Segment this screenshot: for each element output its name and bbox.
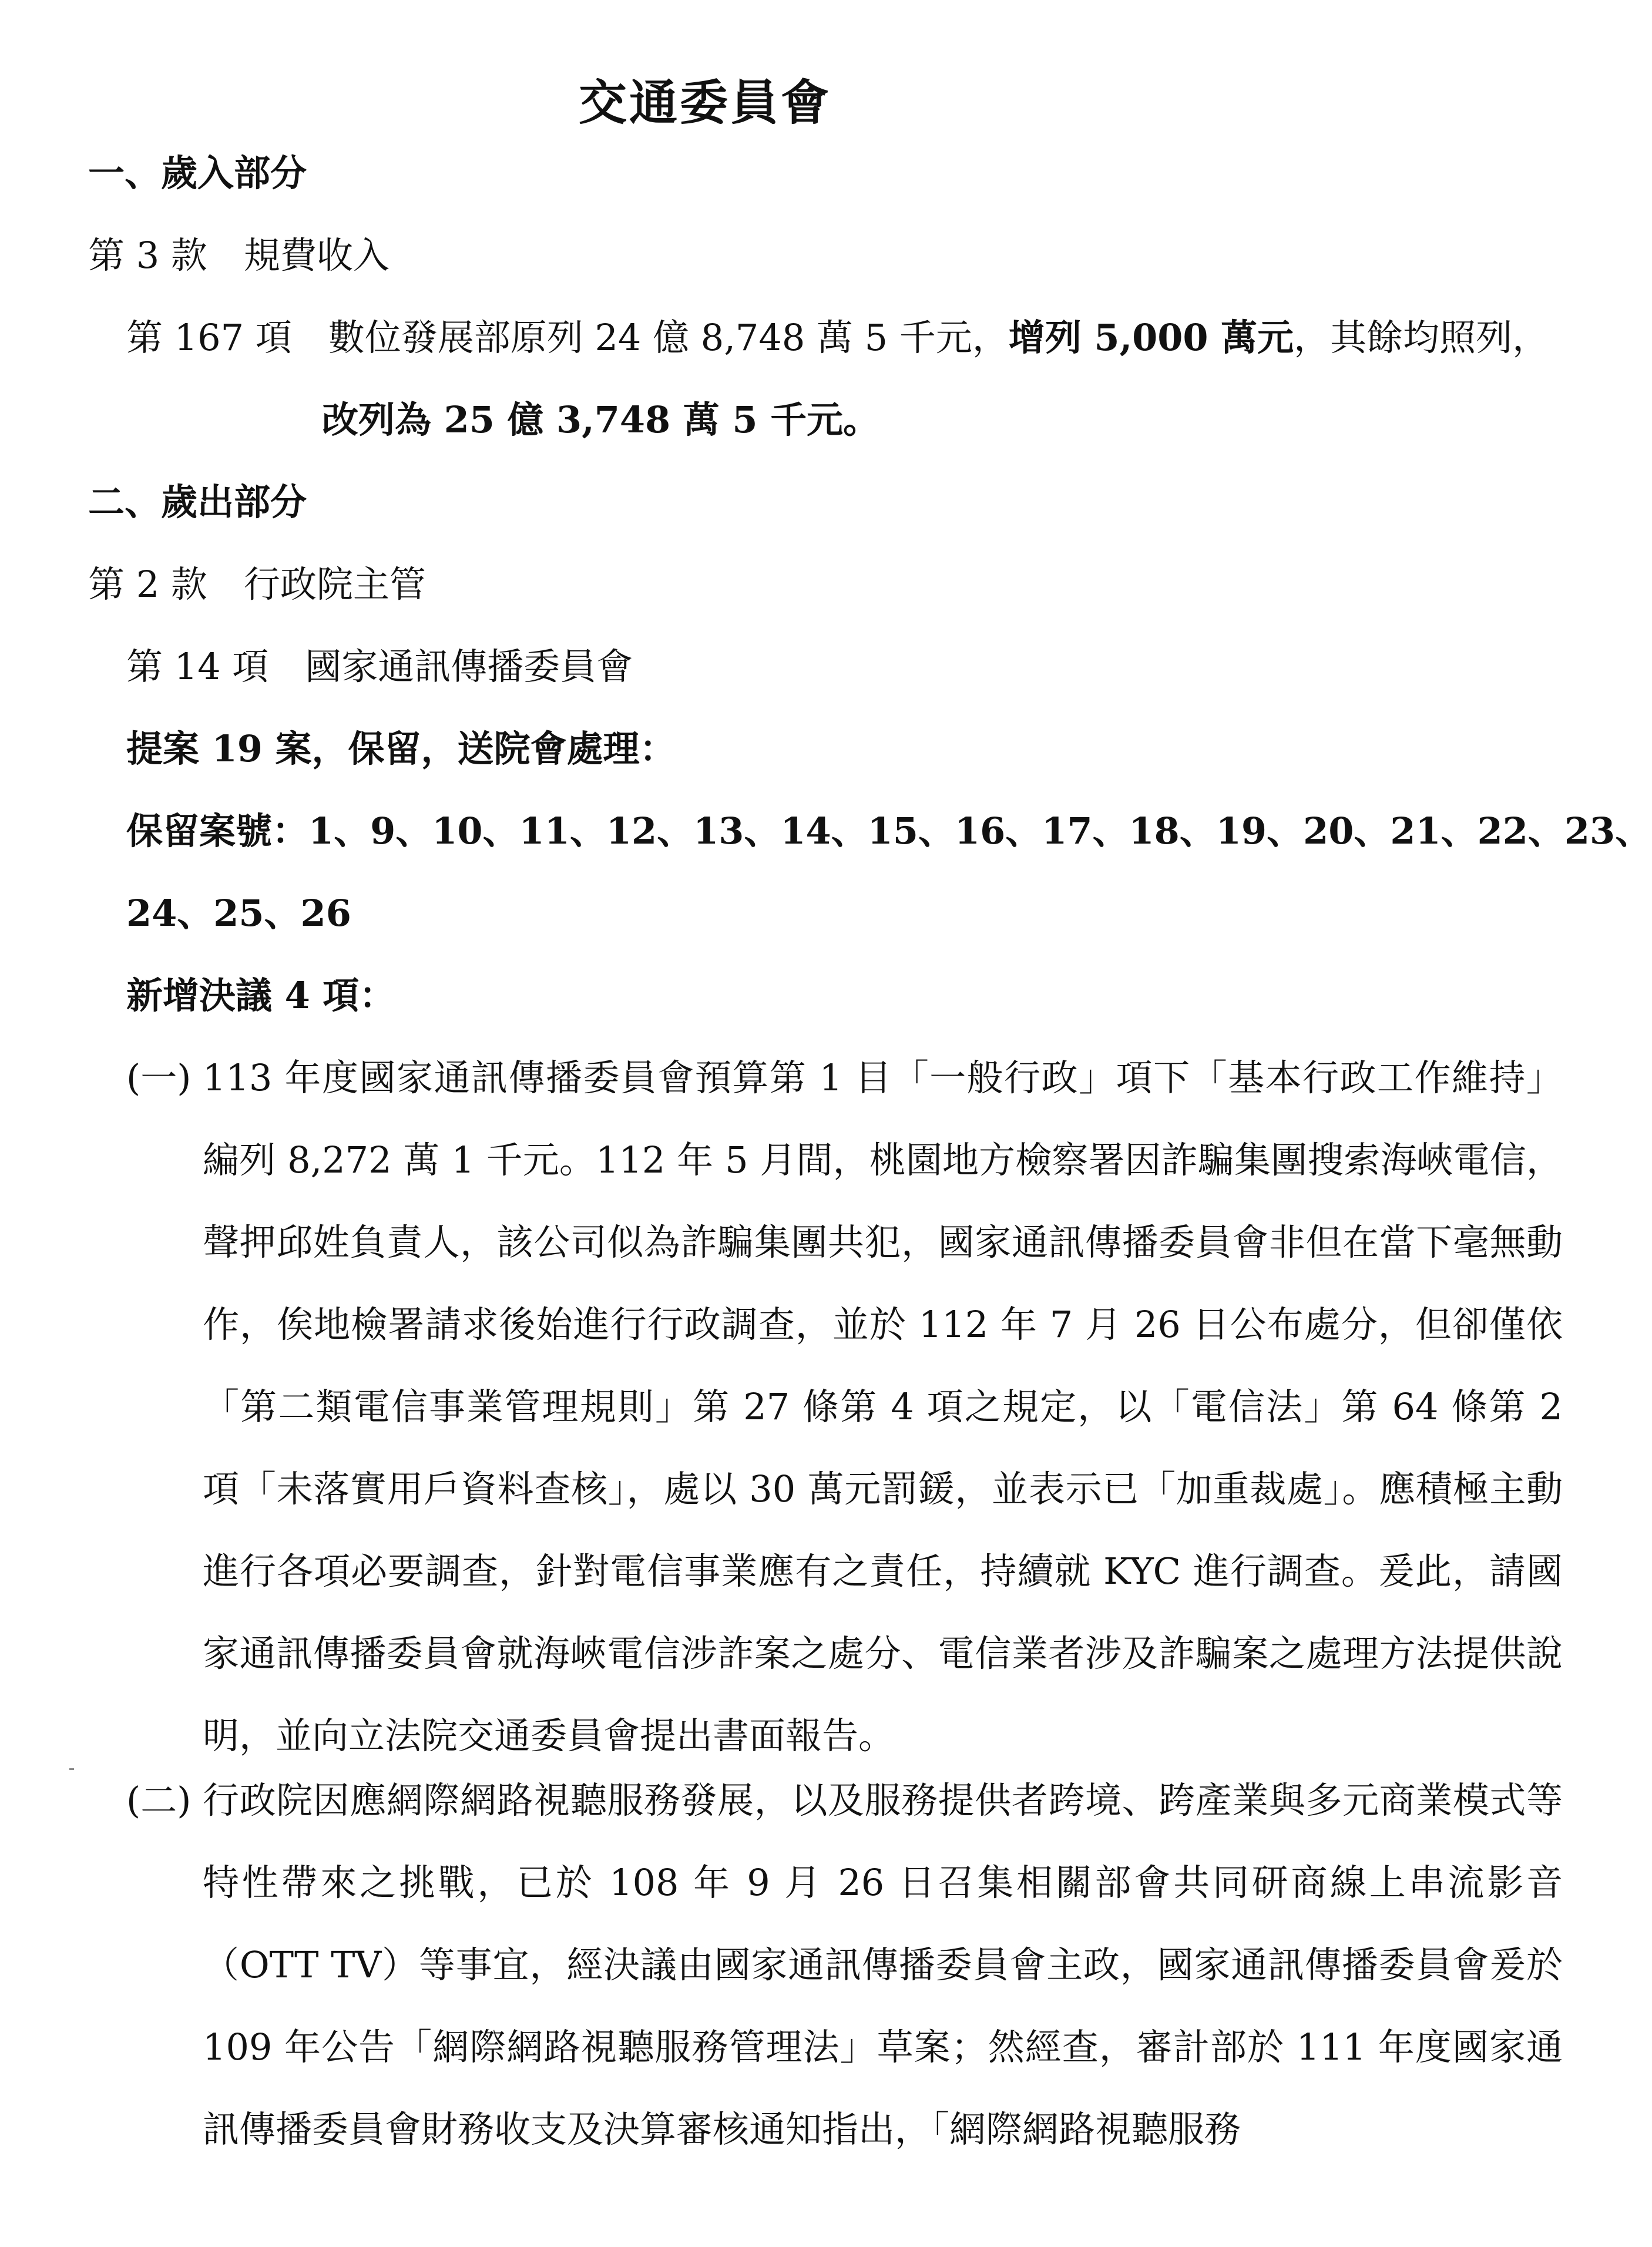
expenditure-heading: 二、歲出部分 — [88, 481, 307, 523]
revenue-item-line2: 改列為 25 億 3,748 萬 5 千元。 — [322, 398, 880, 441]
reserved-cases-line2: 24、25、26 — [126, 892, 351, 935]
page-title: 交通委員會 — [578, 75, 831, 131]
resolution-2-label: (二) — [126, 1779, 192, 1822]
resolution-1-label: (一) — [126, 1056, 192, 1099]
revenue-increase: 增列 5,000 萬元 — [1008, 316, 1294, 359]
resolution-1-text: 113 年度國家通訊傳播委員會預算第 1 目「一般行政」項下「基本行政工作維持」編列 8,272 萬 1 千元。112 年 5 月間，桃園地方檢察署因詐騙集團搜索海峽電信，聲押邱姓負責人，該公司似為詐騙集團共犯，國家通訊傳播委員會非但在當下毫無動作，俟地檢署請求後始進行行政調查，並於 112 年 7 月 26 日公布處分，但卻僅依「第二類電信事業管理規則」第 27 條第 4 項之規定，以「電信法」第 64 條第 2 項「未落實用戶資料查核」，處以 30 萬元罰鍰，並表示已「加重裁處」。應積極主動進行各項必要調查，針對電信事業應有之責任，持續就 KYC 進行調查。爰此，請國家通訊傳播委員會就海峽電信涉詐案之處分、電信業者涉及詐騙案之處理方法提供說明，並向立法院交通委員會提出書面報告。 — [203, 1056, 1563, 1757]
new-resolutions-heading: 新增決議 4 項： — [126, 974, 396, 1017]
revenue-item-text-a: 第 167 項 數位發展部原列 24 億 8,748 萬 5 千元， — [126, 316, 1009, 359]
proposals-line: 提案 19 案，保留，送院會處理： — [126, 727, 676, 770]
revenue-heading: 一、歲入部分 — [88, 152, 307, 194]
resolution-2-text: 行政院因應網際網路視聽服務發展，以及服務提供者跨境、跨產業與多元商業模式等特性帶來之挑戰，已於 108 年 9 月 26 日召集相關部會共同研商線上串流影音（OTT TV）等事宜，經決議由國家通訊傳播委員會主政，國家通訊傳播委員會爰於 109 年公告「網際網路視聽服務管理法」草案；然經查，審計部於 111 年度國家通訊傳播委員會財務收支及決算審核通知指出，「網際網路視聽服務 — [203, 1779, 1563, 2151]
revenue-section: 第 3 款 規費收入 — [88, 234, 390, 277]
revenue-item-text-c: ，其餘均照列， — [1294, 316, 1549, 359]
reserved-cases-line1: 保留案號：1、9、10、11、12、13、14、15、16、17、18、19、20、21、22、23、 — [126, 810, 1652, 852]
revenue-item-line1 — [126, 314, 1549, 361]
expenditure-section: 第 2 款 行政院主管 — [88, 563, 426, 606]
expenditure-item: 第 14 項 國家通訊傳播委員會 — [126, 645, 633, 688]
scan-margin-mark — [69, 1768, 74, 1770]
